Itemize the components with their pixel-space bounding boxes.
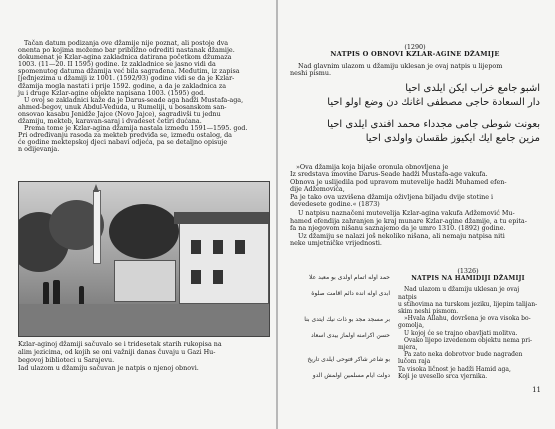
arabic-line: ابدى اوله انده دائم اقامت صلوة <box>311 290 390 297</box>
inscription-number: (1290) <box>404 43 426 51</box>
arabic-line: حسن اكرامنه اولماز بيدى اسعاد <box>310 332 390 339</box>
caption-text: Kzlar-aginoj džamiji sačuvalo se i tridesetak starih rukopisa na alim jezicima, od kojih se oni važniji danas čuvaju u Gazi Hu- begovoj biblioteci u Sarajevu. Iad ulazom u džamiju sačuvan je natpis o njenoj obnovi. <box>18 340 222 372</box>
arabic-line: بعونت شوطى جامى مجدداء محمد افندى ايلدى احيا <box>327 118 540 130</box>
arabic-line: اشبو جامع خراب ايكن ايلدى احيا <box>405 82 540 94</box>
window <box>213 240 223 254</box>
mosque-photograph <box>18 181 270 337</box>
inscription-title: NATPIS O OBNOVI KZLAR-AGINE DŽAMIJE <box>330 50 500 59</box>
arabic-line: دولت ايام مسلمين اولمش الدو <box>312 372 390 379</box>
section-inscription-2 <box>398 268 538 380</box>
arabic-line: بو شاعر شاكر فتوحى ايلدى تاريخ <box>307 356 390 363</box>
arabic-line: بر مسجد مجد بو ذات نيك ايتدى بنا <box>304 316 390 323</box>
verse-line: Ta visoka ličnost je hadži Hamid aga, Koji je uvesello srca vjernika. <box>398 365 511 380</box>
verse-line: Pa zato neka dobrotvor bude nagrađen lučom raja <box>398 351 523 366</box>
intro-text: Nad ulazom u džamiju uklesan je ovaj natpis u stihovima na turskom jeziku, lijepim talijan- skim neshi pismom. <box>398 286 538 316</box>
translation-block <box>290 164 540 247</box>
inscription-title: NATPIS NA HAMIDIJI DŽAMIJI <box>411 275 525 283</box>
left-page <box>0 0 276 429</box>
minaret <box>93 190 101 264</box>
person-figure <box>79 286 84 304</box>
street <box>19 304 269 336</box>
verse-line: Ovako lijepo izvedenom objektu nema pri- mjera, <box>398 336 533 352</box>
left-page-text <box>18 40 268 154</box>
minaret-cap <box>93 184 99 192</box>
arabic-line: مزين جامع ايك ايكيوز طقسان واولدى احيا <box>365 132 540 144</box>
note-text: U natpisu naznačeni mutevelija Kzlar-agina vakufa Adžemović Mu- hamed efendija zahranjen je kraj munare Kzlar-agine džamije, a tu epita- fa na njegovom nišanu saznajemo da je umro 1310. (1892) godine. <box>290 209 527 233</box>
window <box>191 270 201 284</box>
page-number: 11 <box>532 386 541 394</box>
verse-line: U kojoj će se trajno obavljati molitva. <box>404 329 518 337</box>
paragraph: U ovoj se zakladnici kaže da je Darus-seade aga hadži Mustafa-aga, ahmed-begov, unuk Abdul-Veduda, u Rumeliji, u bosanskom san- onsovao kasabu Jenidže Jajce (Novo Jajce), sagradivši tu jednu džamiju, mekteb, karavan-saraj i dvadeset četiri dućana. <box>18 95 244 126</box>
arabic-inscription <box>290 82 540 146</box>
person-figure <box>53 280 60 306</box>
window <box>213 270 223 284</box>
building-roof <box>174 212 270 224</box>
translation-text: »Ova džamija koja bijaše oronula obnovljena je Iz sredstava imovine Darus-Seade hadži Mustafa-age vakufa. Obnova je uslijedila pod upravom mutevelije hadži Muhamed efen- dije Adžemovića, Pa je tako ova uzvišena džamija oživljena biljadu dvije stotine i devedesete godine.« (1873) <box>290 163 507 209</box>
intro-text: Nad glavnim ulazom u džamiju uklesan je ovaj natpis u lijepom neshi pismu. <box>290 61 503 78</box>
arabic-line: حمد اوله اتمام اولدى بو معبد علا <box>309 274 390 281</box>
section-inscription-1 <box>290 44 540 146</box>
tree <box>109 204 179 259</box>
inscription-number: (1326) <box>457 267 479 275</box>
person-figure <box>43 282 49 306</box>
building <box>179 222 269 304</box>
arabic-line: دار السعادة حاجى مصطفى اغانك دن وضع اولو احيا <box>327 96 540 108</box>
verse-line: »Hvala Allahu, dovršena je ova visoka bo- gomolja, <box>398 315 531 330</box>
arabic-verse-column <box>258 270 390 384</box>
extra-text: Uz džamiju se nalazi još nekoliko nišana, ali nemaju natpisa niti neke umjetničke vrijednosti. <box>290 231 505 248</box>
window <box>191 240 201 254</box>
window <box>235 240 245 254</box>
shop-building <box>114 260 176 302</box>
paragraph: Prema tome je Kzlar-agina džamija nastala između 1591—1595. god. Pri određivanju rasoda za mekteb predviđa se, između ostalog, da će godine mektepskoj djeci nabavi odjeća, pa se detaljno opisuje n odijevanja. <box>18 124 248 154</box>
paragraph: Tačan datum podizanja ove džamije nije poznat, ali postoje dva onenta po kojima možemo bar približno odrediti nastanak džamije. dokumenat je Kzlar-agina zakladnica datirana početkom džumaza 1003. (11—20. II 1595) godine. Iz zakladnice se jasno vidi da spomenutog datuma džamija već bila sagrađena. Međutim, iz zapisa [jeđnjezima u džamiji iz 1001. (1592/93) godine vidi se da je Kzlar- đžamija moglа nastati i prije 1592. godine, a da je zakladnica za ju i druge Kzlar-agine objekte napisana 1003. (1595) god. <box>18 39 240 97</box>
